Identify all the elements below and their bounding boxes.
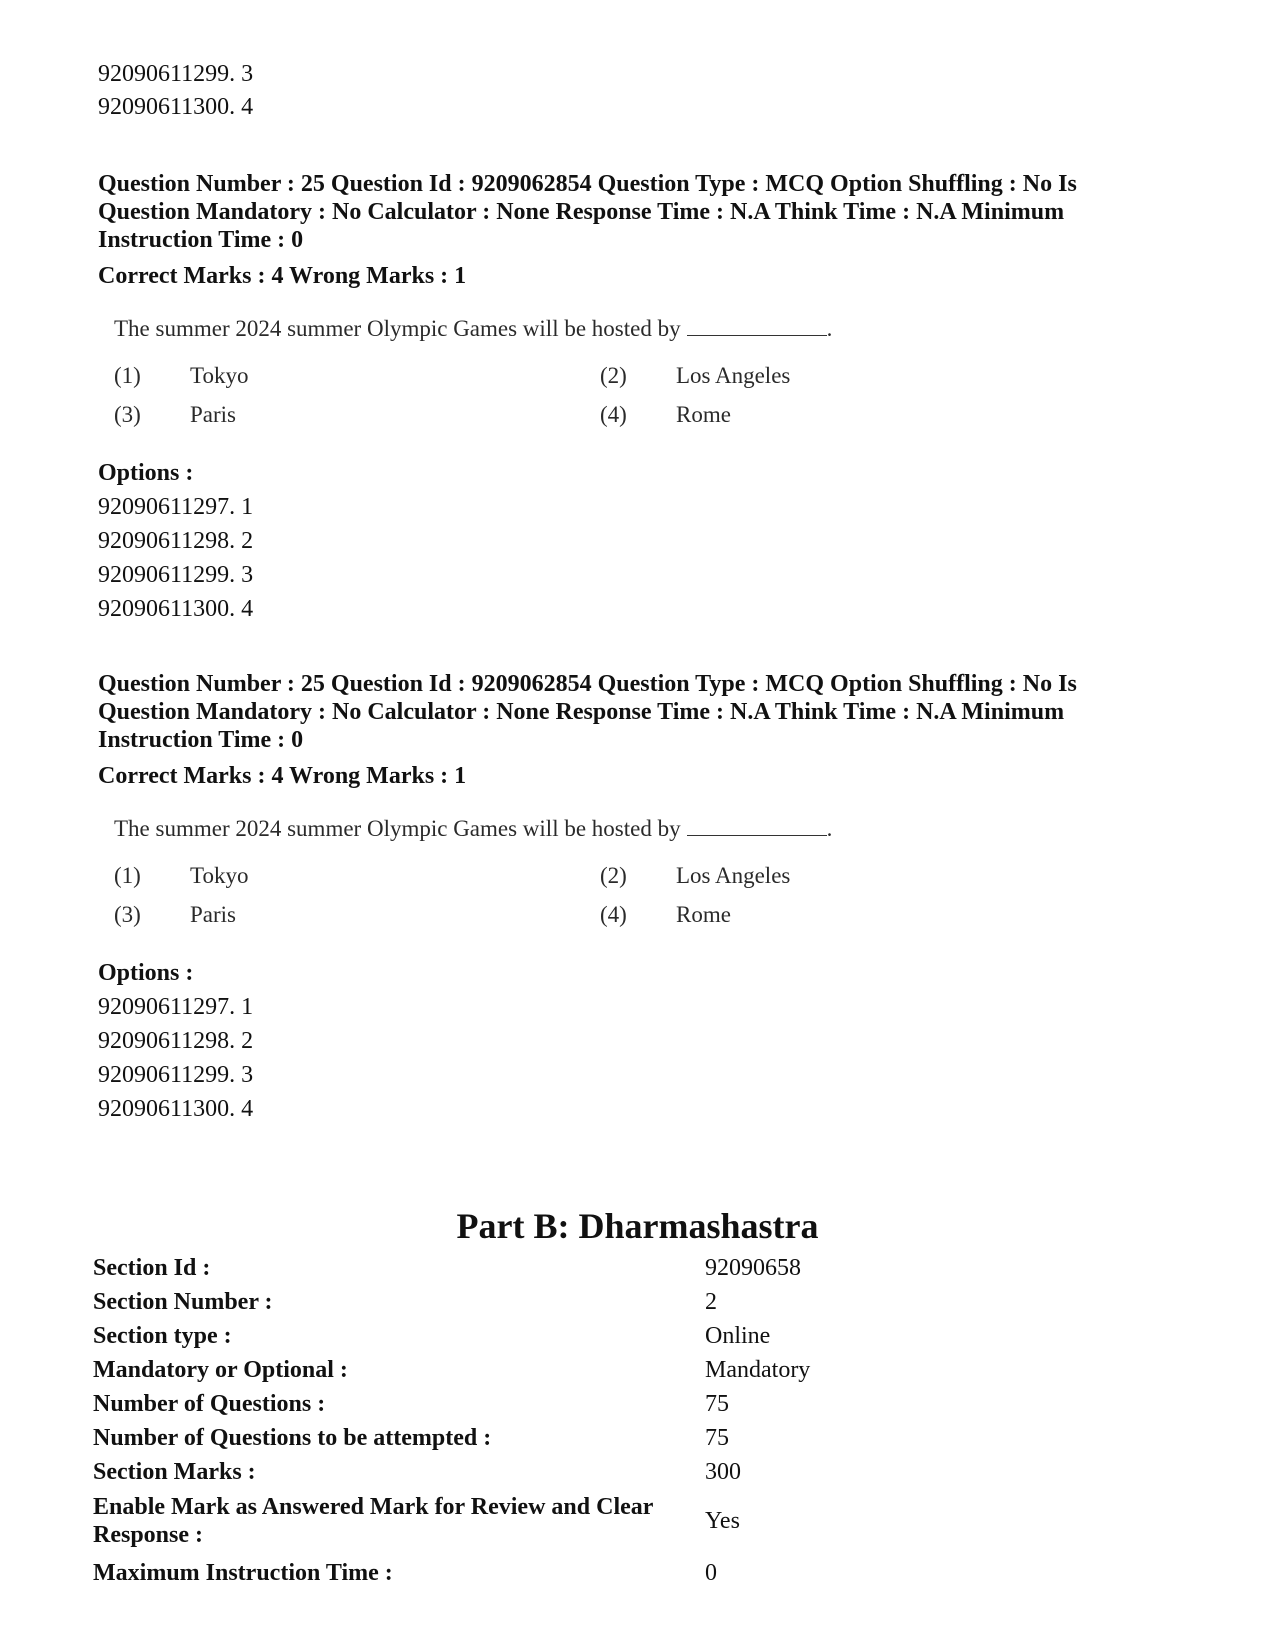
choice-item [114,901,236,929]
choice-text: Paris [190,402,236,427]
choice-number: (1) [114,863,141,888]
choice-text: Rome [676,902,731,927]
section-label: Number of Questions : [93,1391,326,1417]
choice-number: (3) [114,402,141,427]
section-label: Maximum Instruction Time : [93,1560,393,1586]
part-title: Part B: Dharmashastra [456,1206,819,1246]
choice-text: Rome [676,402,731,427]
option-line: 92090611298. 2 [98,1028,254,1054]
section-label: Section Number : [93,1289,273,1315]
section-value: 0 [705,1560,717,1586]
option-line: 92090611300. 4 [98,596,254,622]
choice-text: Los Angeles [676,363,791,388]
choice-item [114,362,248,390]
section-label: Number of Questions to be attempted : [93,1425,492,1451]
section-label [93,1493,693,1549]
section-row [93,1493,1193,1549]
choice-item [600,862,790,890]
section-value: 75 [705,1391,729,1417]
section-label: Section type : [93,1323,232,1349]
section-label: Mandatory or Optional : [93,1357,348,1383]
option-label: 4 [241,94,254,120]
choice-number: (2) [600,363,627,388]
section-value: 92090658 [705,1255,801,1281]
section-label-line: Enable Mark as Answered Mark for Review and Clear [93,1494,654,1520]
option-id: 92090611299 [98,61,230,87]
choice-text: Tokyo [190,863,249,888]
question-marks: Correct Marks : 4 Wrong Marks : 1 [98,263,467,289]
option-line-full: 92090611300. 4 [98,94,254,120]
section-value: 75 [705,1425,729,1451]
choice-item [114,401,236,429]
choice-number: (4) [600,902,627,927]
options-heading: Options : [98,960,194,986]
question-meta-line: Question Mandatory : No Calculator : None Response Time : N.A Think Time : N.A Minimum [98,699,1065,725]
section-value: 2 [705,1289,717,1315]
question-text [114,315,832,343]
question-meta-line: Question Mandatory : No Calculator : None Response Time : N.A Think Time : N.A Minimum [98,199,1065,225]
choice-item [600,362,790,390]
section-label-line: Response : [93,1522,204,1548]
question-end: . [826,316,833,341]
choice-item [114,862,248,890]
option-id: 92090611300 [98,94,230,120]
section-value: Online [705,1323,771,1349]
section-value: 300 [705,1459,741,1485]
option-label: 3 [241,61,254,87]
question-end: . [826,816,833,841]
question-stem: The summer 2024 summer Olympic Games will be hosted by [114,816,681,841]
question-meta-line: Question Number : 25 Question Id : 9209062854 Question Type : MCQ Option Shuffling : No Is [98,171,1077,197]
option-line: 92090611300. 4 [98,1096,254,1122]
option-line: 92090611299. 3 [98,562,254,588]
options-heading: Options : [98,460,194,486]
choice-number: (3) [114,902,141,927]
question-meta-line: Instruction Time : 0 [98,727,304,753]
option-line: 92090611298. 2 [98,528,254,554]
question-marks: Correct Marks : 4 Wrong Marks : 1 [98,763,467,789]
section-value: Mandatory [705,1357,811,1383]
choice-item [600,901,731,929]
choice-number: (4) [600,402,627,427]
section-label: Section Id : [93,1255,211,1281]
question-text [114,815,832,843]
option-line: 92090611297. 1 [98,494,254,520]
section-label: Section Marks : [93,1459,256,1485]
section-value: Yes [705,1508,740,1534]
question-stem: The summer 2024 summer Olympic Games will be hosted by [114,316,681,341]
choice-text: Paris [190,902,236,927]
option-line: 92090611297. 1 [98,994,254,1020]
choice-number: (1) [114,363,141,388]
choice-text: Tokyo [190,363,249,388]
option-line-full: 92090611299. 3 [98,61,254,87]
answer-blank [687,317,827,336]
option-line: 92090611299. 3 [98,1062,254,1088]
choice-number: (2) [600,863,627,888]
question-meta-line: Instruction Time : 0 [98,227,304,253]
answer-blank [687,817,827,836]
question-meta-line: Question Number : 25 Question Id : 9209062854 Question Type : MCQ Option Shuffling : No Is [98,671,1077,697]
choice-item [600,401,731,429]
choice-text: Los Angeles [676,863,791,888]
